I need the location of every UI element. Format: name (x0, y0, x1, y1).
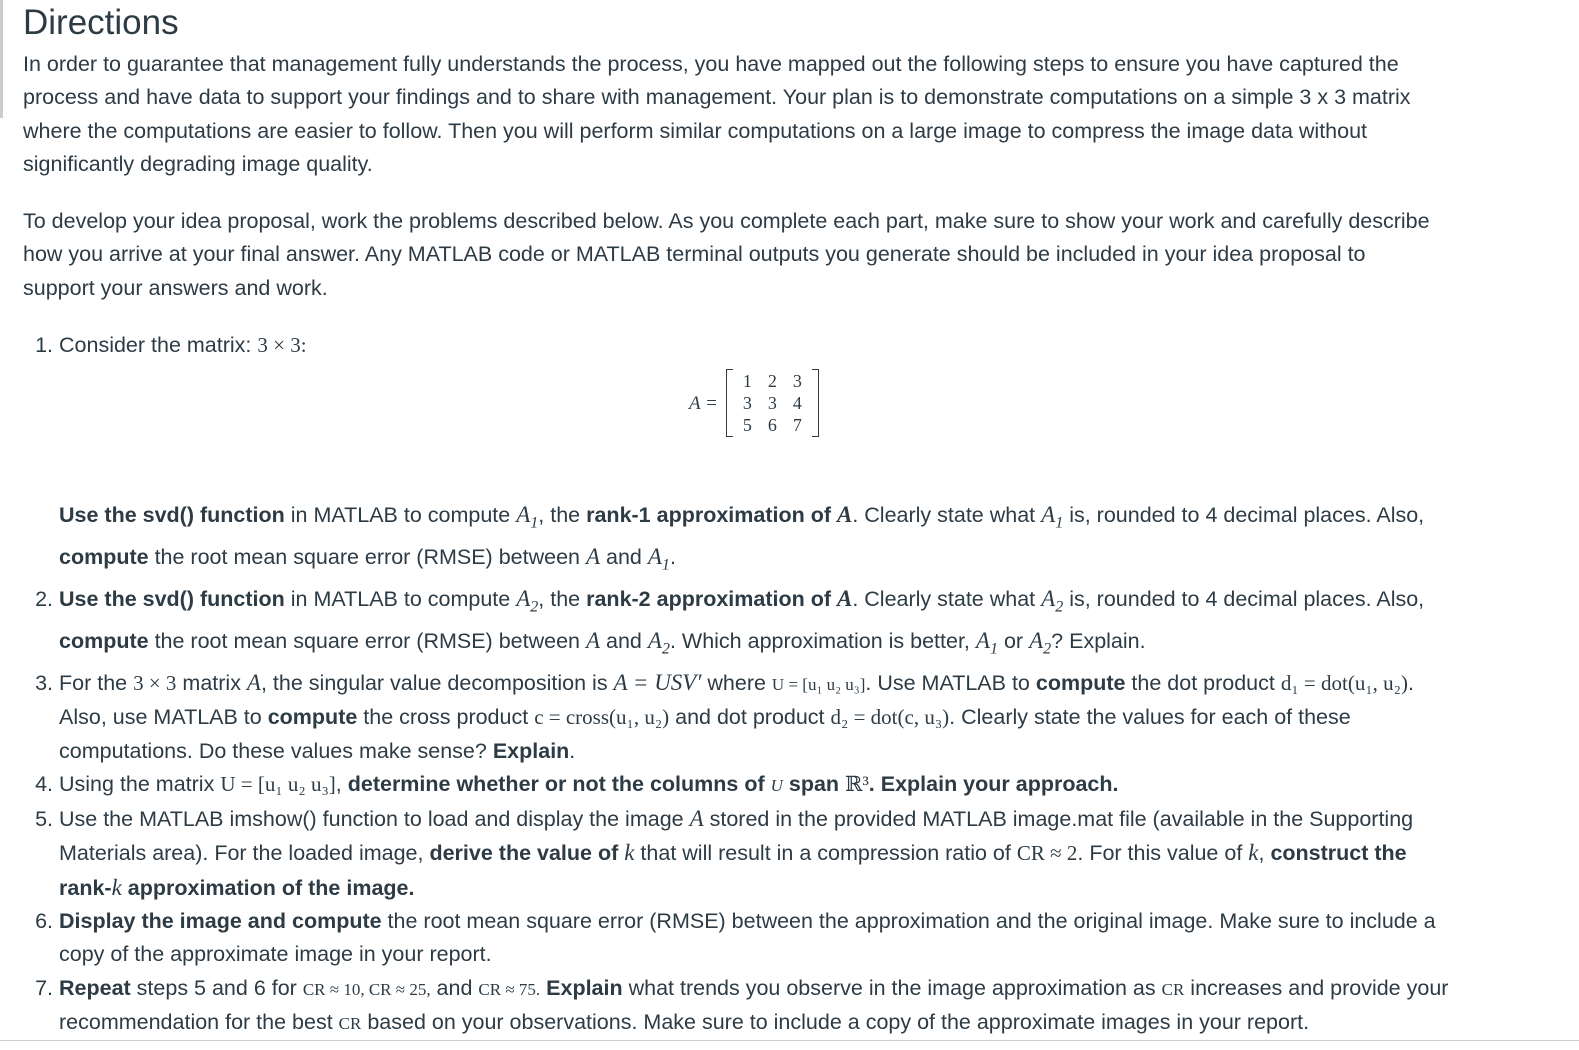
matrix-cell: 6 (767, 415, 777, 436)
problem-4 (59, 768, 1459, 802)
problem-list (23, 329, 1459, 1040)
math-U: U (770, 775, 783, 795)
p4-bold-span: span (782, 771, 846, 796)
math-A: A (585, 544, 601, 570)
p3-text: , the singular value decomposition is (260, 670, 614, 695)
p2-text: or (997, 629, 1030, 654)
matrix-cell: 4 (792, 393, 802, 414)
math-cr: CR (1161, 979, 1185, 999)
p7-text: steps 5 and 6 for (130, 975, 303, 1000)
math-A2: $A_2$ (1041, 586, 1064, 616)
matrix-display (59, 368, 1459, 474)
math-A1: $A_1$ (1041, 502, 1064, 532)
p2-text: in MATLAB to compute (284, 587, 517, 612)
problem-1 (59, 329, 1459, 582)
matrix-cell: 3 (792, 371, 802, 392)
problem-7 (59, 972, 1459, 1041)
p1-text: in MATLAB to compute (284, 503, 517, 528)
bottom-border (0, 1040, 1579, 1041)
matrix-cell: 2 (767, 371, 777, 392)
p1-text: and (600, 545, 648, 570)
p3-bold-compute: compute (1035, 670, 1126, 695)
problem-1-lead: Consider the matrix: (59, 333, 252, 358)
math-size: 3 × 3 (133, 670, 177, 695)
math-A: A (246, 669, 261, 695)
p2-text: the root mean square error (RMSE) between (148, 629, 586, 654)
p7-text: based on your observations. Make sure to include a copy of the approximate images in your report. (361, 1009, 1310, 1034)
p2-text: . Which approximation is better, (669, 629, 976, 654)
matrix-cell: 3 (742, 393, 752, 414)
p2-text: is, rounded to 4 decimal places. Also, (1063, 587, 1425, 612)
math-A1: $A_1$ (516, 502, 539, 532)
p1-bold-compute: compute (59, 545, 149, 570)
math-svd: A = USV′ (613, 669, 702, 695)
p7-text: what trends you observe in the image approximation as (622, 975, 1162, 1000)
p3-text: the dot product (1125, 670, 1281, 695)
problem-3 (59, 666, 1459, 768)
p1-text: . (669, 545, 676, 570)
p7-text: increases and provide your recommendation for the best (59, 975, 1449, 1034)
p4-bold-explain: . Explain your approach. (868, 771, 1119, 796)
math-d1: d₁ = dot(u₁, u₂) (1280, 670, 1408, 695)
math-cr75: CR ≈ 75. (478, 979, 541, 999)
matrix-lhs: A = (689, 392, 718, 414)
math-d2: d₂ = dot(c, u₃) (830, 705, 950, 730)
problem-5 (59, 802, 1459, 905)
matrix-row (735, 370, 810, 392)
matrix-size: 3 × 3: (257, 333, 307, 358)
matrix-cell: 3 (767, 393, 777, 414)
math-A2: $A_2$ (1029, 628, 1052, 658)
p6-text: the root mean square error (RMSE) between the approximation and the original image. Make sure to include a copy of the approximate image in your report. (59, 909, 1436, 967)
matrix-row (735, 414, 810, 436)
math-k: k (111, 874, 122, 900)
left-border (0, 0, 3, 118)
math-cross: c = cross(u₁, u₂) (534, 705, 670, 730)
p1-bold-rank1: rank-1 approximation of (586, 503, 837, 528)
p3-text: matrix (176, 670, 247, 695)
p2-bold-rank2: rank-2 approximation of (586, 587, 837, 612)
math-U: U = [u₁ u₂ u₃] (771, 674, 866, 694)
problem-6 (59, 905, 1459, 972)
intro-paragraph-1: In order to guarantee that management fully understands the process, you have mapped out the following steps to ensure you have captured the process and have data to support your findings and to share with management. Your plan is to demonstrate computations on a simple 3 x 3 matrix where the computations are easier to follow. Then you will perform similar computations on a large image to compress the image data without significantly degrading image quality. (23, 52, 1411, 176)
p3-text: . Use MATLAB to (865, 670, 1036, 695)
p3-text: the cross product (357, 705, 535, 730)
matrix-cell: 7 (792, 415, 802, 436)
math-A2: $A_2$ (516, 586, 539, 616)
right-bracket (812, 369, 819, 437)
p4-text: Using the matrix (59, 771, 221, 796)
p7-bold-repeat: Repeat (59, 975, 131, 1000)
p3-bold-explain: Explain (492, 738, 570, 763)
p2-text: . Clearly state what (852, 587, 1042, 612)
p6-bold-display: Display the image and compute (59, 909, 382, 934)
p1-text: , the (538, 503, 587, 528)
p1-text: . Clearly state what (852, 503, 1042, 528)
p5-bold-construct: construct the rank- (59, 841, 1407, 900)
intro-paragraph-2: To develop your idea proposal, work the problems described below. As you complete each part, make sure to show your work and carefully describe how you arrive at your final answer. Any MATLAB code or MATLAB terminal outputs you generate should be included in your idea proposal to support your answers and work. (23, 209, 1430, 300)
math-crs: CR ≈ 10, CR ≈ 25, (302, 979, 431, 999)
p5-text: Use the MATLAB imshow() function to load and display the image (59, 807, 690, 832)
math-A2: $A_2$ (647, 628, 670, 658)
p2-text: , the (538, 587, 587, 612)
p5-text: that will result in a compression ratio of (634, 841, 1017, 866)
matrix-A (735, 370, 810, 436)
problem-2 (59, 582, 1459, 666)
p1-text: the root mean square error (RMSE) between (148, 545, 586, 570)
p3-bold-compute: compute (267, 705, 358, 730)
directions-content (23, 0, 1523, 1040)
math-A1: $A_1$ (647, 544, 670, 574)
p3-text: . Also, use MATLAB to (59, 670, 1414, 730)
p4-text: , (335, 771, 348, 796)
matrix-cell: 5 (742, 415, 752, 436)
p2-bold-svd: Use the svd() function (59, 587, 285, 612)
math-cr: CR (338, 1013, 362, 1033)
math-A: A (836, 502, 853, 528)
p3-text: . Clearly state the values for each of these computations. Do these values make sense? (59, 705, 1351, 763)
p5-bold-approx: approximation of the image. (121, 875, 415, 900)
math-A: A (689, 806, 704, 832)
p3-text: . (569, 738, 576, 763)
p2-bold-compute: compute (59, 629, 149, 654)
p3-text: and dot product (669, 705, 831, 730)
math-k: k (1248, 840, 1259, 866)
p2-text: ? Explain. (1051, 629, 1146, 654)
p5-text: . For this value of (1077, 841, 1249, 866)
matrix-equation (689, 368, 819, 438)
left-bracket (726, 369, 733, 437)
math-U: U = [u₁ u₂ u₃] (220, 771, 336, 796)
page-heading: Directions (23, 3, 179, 42)
p2-text: and (600, 629, 648, 654)
p5-text: stored in the provided MATLAB image.mat file (available in the Supporting Materials area). For the loaded image, (59, 807, 1414, 866)
math-cr: CR ≈ 2 (1016, 841, 1078, 866)
p1-text: is, rounded to 4 decimal places. Also, (1063, 503, 1425, 528)
math-A: A (836, 586, 853, 612)
math-A: A (585, 628, 601, 654)
p3-text: where (701, 670, 772, 695)
p3-text: For the (59, 670, 134, 695)
math-R3: ℝ³ (845, 771, 869, 796)
p7-bold-explain: Explain (546, 975, 623, 1000)
math-A1: $A_1$ (975, 628, 998, 658)
p4-bold-determine: determine whether or not the columns of (347, 771, 771, 796)
p1-bold-svd: Use the svd() function (59, 503, 285, 528)
p7-text: and (430, 975, 479, 1000)
p5-text: , (1258, 841, 1271, 866)
math-k: k (624, 840, 635, 866)
p5-bold-derive: derive the value of (429, 841, 625, 866)
matrix-cell: 1 (742, 371, 752, 392)
matrix-row (735, 392, 810, 414)
